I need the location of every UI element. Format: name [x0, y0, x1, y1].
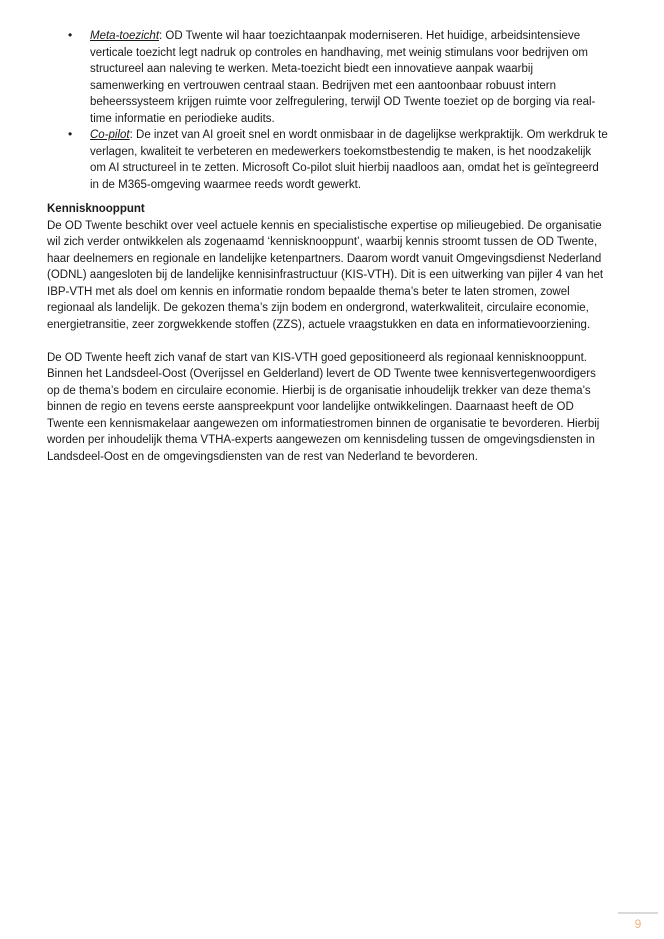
bullet-list: [47, 28, 610, 193]
bullet-text: : De inzet van AI groeit snel en wordt onmisbaar in de dagelijkse werkpraktijk. Om werkdruk te verlagen, kwaliteit te verbeteren en medewerkers toekomstbestendig te maken, is het noodzakelijk om AI structureel in te zetten. Microsoft Co-pilot sluit hierbij naadloos aan, omdat het is geïntegreerd in de M365-omgeving waarmee reeds wordt gewerkt.: [90, 129, 608, 191]
footer-divider: [618, 912, 658, 914]
bullet-icon: •: [68, 127, 73, 141]
list-item: [68, 127, 610, 193]
bullet-term-co-pilot: Co-pilot: [90, 129, 130, 141]
page-footer: [618, 912, 658, 931]
list-item: [68, 28, 610, 127]
paragraph: De OD Twente beschikt over veel actuele kennis en specialistische expertise op milieugebied. De organisatie wil zich verder ontwikkelen als zogenaamd ‘kennisknooppunt’, waarbij kennis stroomt tussen de OD Twente, haar deelnemers en regionale en landelijke ketenpartners. Daarom wordt vanuit Omgevingsdienst Nederland (ODNL) aangesloten bij de landelijke kennisinfrastructuur (KIS-VTH). Dit is een uitwerking van pijler 4 van het IBP-VTH met als doel om kennis en informatie rondom bepaalde thema’s beter te laten stromen, zowel regionaal als landelijk. De gekozen thema’s zijn bodem en ondergrond, waterkwaliteit, circulaire economie, energietransitie, zeer zorgwekkende stoffen (ZZS), actuele vraagstukken en data en informatievoorziening.: [47, 219, 604, 331]
bullet-icon: •: [68, 28, 73, 42]
paragraph: De OD Twente heeft zich vanaf de start van KIS-VTH goed gepositioneerd als regionaal kennisknooppunt. Binnen het Landsdeel-Oost (Overijssel en Gelderland) levert de OD Twente twee kennisvertegenwoordigers op de thema’s bodem en circulaire economie. Hierbij is de organisatie inhoudelijk trekker van deze thema’s binnen de regio en tevens eerste aanspreekpunt voor landelijke ontwikkelingen. Daarnaast heeft de OD Twente een kennismakelaar aangewezen om informatiestromen binnen de organisatie te bevorderen. Hierbij worden per inhoudelijk thema VTHA-experts aangewezen om kennisdeling tussen de omgevingsdiensten in Landsdeel-Oost en de omgevingsdiensten van de rest van Nederland te bevorderen.: [47, 351, 600, 463]
bullet-text: : OD Twente wil haar toezichtaanpak moderniseren. Het huidige, arbeidsintensieve verticale toezicht legt nadruk op controles en handhaving, met weinig stimulans voor bedrijven om structureel aan naleving te werken. Meta-toezicht biedt een innovatieve aanpak waarbij samenwerking en vertrouwen centraal staan. Bedrijven met een aantoonbaar robuust intern beheerssysteem krijgen ruimte voor zelfregulering, terwijl OD Twente toeziet op de borging via real-time informatie en periodieke audits.: [90, 30, 596, 125]
page-number: 9: [634, 917, 642, 931]
page-content: [0, 0, 664, 465]
bullet-term-meta-toezicht: Meta-toezicht: [90, 30, 160, 42]
section-heading: Kennisknooppunt: [47, 203, 145, 215]
